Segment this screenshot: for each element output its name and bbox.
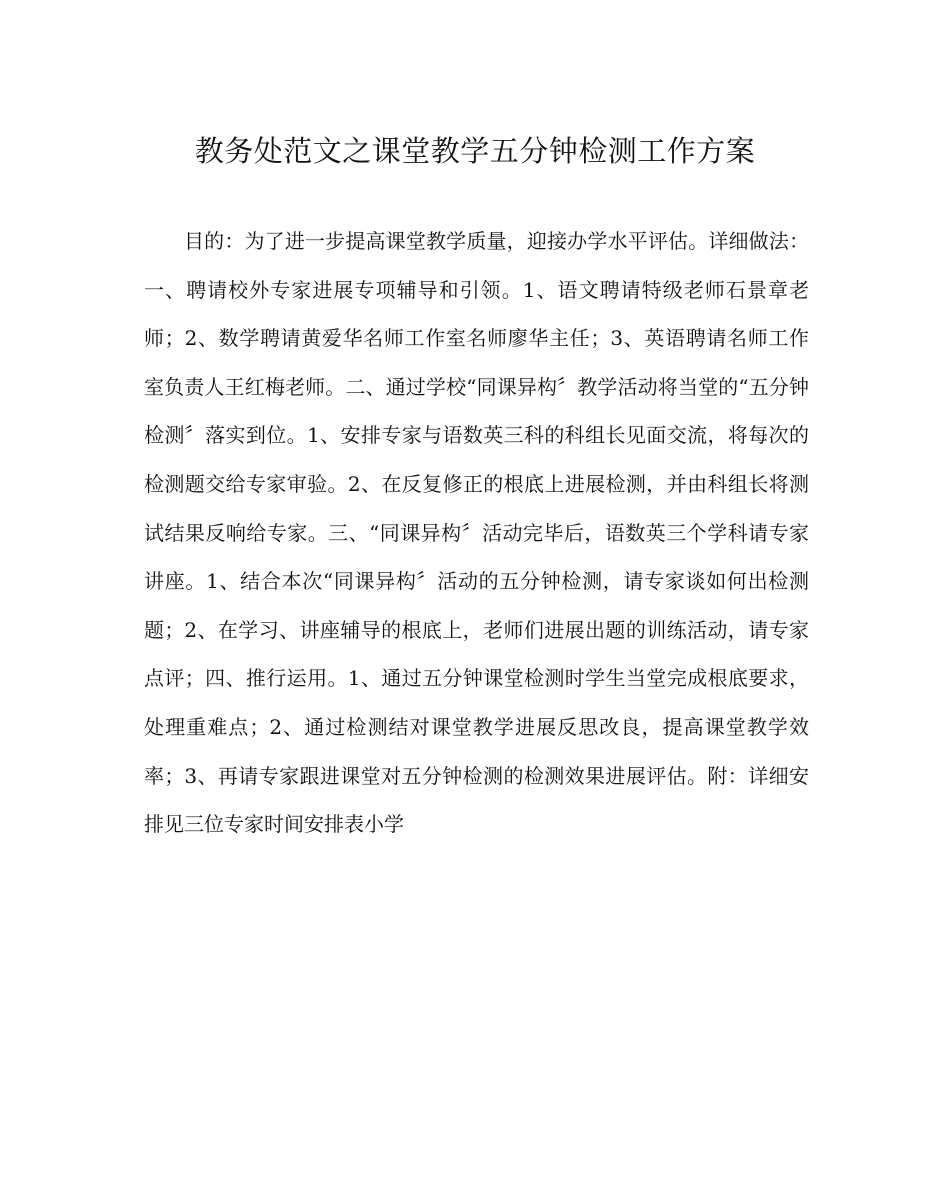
document-title: 教务处范文之课堂教学五分钟检测工作方案 <box>194 134 756 168</box>
document-body-paragraph: 目的：为了进一步提高课堂教学质量，迎接办学水平评估。详细做法：一、聘请校外专家进展专项辅导和引领。1、语文聘请特级老师石景章老师；2、数学聘请黄爱华名师工作室名师廖华主任；3、英语聘请名师工作室负责人王红梅老师。二、通过学校“同课异构〞教学活动将当堂的“五分钟检测〞落实到位。1、安排专家与语数英三科的科组长见面交流，将每次的检测题交给专家审验。2、在反复修正的根底上进展检测，并由科组长将测试结果反响给专家。三、“同课异构〞活动完毕后，语数英三个学科请专家讲座。1、结合本次“同课异构〞活动的五分钟检测，请专家谈如何出检测题；2、在学习、讲座辅导的根底上，老师们进展出题的训练活动，请专家点评；四、推行运用。1、通过五分钟课堂检测时学生当堂完成根底要求，处理重难点；2、通过检测结对课堂教学进展反思改良，提高课堂教学效率；3、再请专家跟进课堂对五分钟检测的检测效果进展评估。附：详细安排见三位专家时间安排表小学 <box>144 229 809 837</box>
